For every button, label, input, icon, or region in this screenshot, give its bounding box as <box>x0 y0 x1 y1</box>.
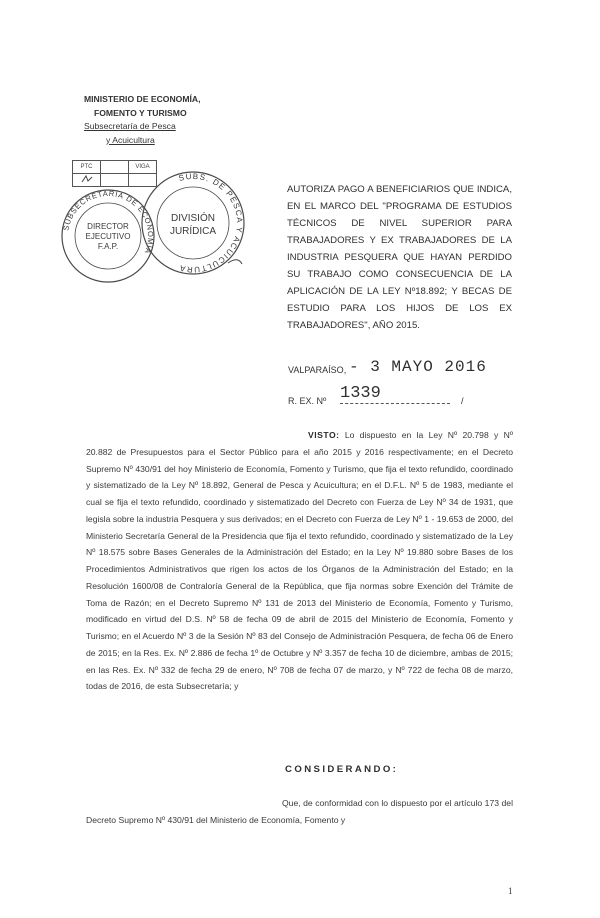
juridica-stamp-seal <box>138 168 248 278</box>
routing-cell-middle <box>101 161 129 174</box>
ministry-header <box>84 93 201 147</box>
juridica-stamp-line1: DIVISIÓN <box>171 213 215 224</box>
routing-cell-viga: VIGA <box>129 161 157 174</box>
routing-cell-ptc: PTC <box>73 161 101 174</box>
director-stamp-line1: DIRECTOR <box>87 222 129 231</box>
page-number: 1 <box>508 886 513 896</box>
considerando-paragraph <box>86 795 513 829</box>
routing-empty-cell <box>101 174 129 187</box>
juridica-stamp-ring-text: SUBS. DE PESCA Y ACUICULTURA <box>177 171 245 275</box>
subsecretaria-line1: Subsecretaría de Pesca <box>84 121 176 131</box>
rex-label: R. EX. Nº <box>288 396 327 406</box>
subsecretaria-line2: y Acuicultura <box>106 134 155 145</box>
date-stamp: - 3 MAYO 2016 <box>349 358 487 376</box>
rex-number: 1339 <box>340 384 381 403</box>
routing-initial-cell <box>73 174 101 187</box>
rex-underline <box>340 403 450 404</box>
director-stamp-line3: F.A.P. <box>97 242 119 251</box>
division-juridica-stamp <box>138 168 248 283</box>
juridica-stamp-line2: JURÍDICA <box>169 226 217 237</box>
resolution-title: AUTORIZA PAGO A BENEFICIARIOS QUE INDICA, EN EL MARCO DEL "PROGRAMA DE ESTUDIOS TÉCNICOS DE NIVEL SUPERIOR PARA TRABAJADORES Y EX TRABAJADORES DE LA INDUSTRIA PESQUERA QUE HAYAN PERDIDO SU TRABAJO COMO CONSECUENCIA DE LA APLICACIÓN DE LA LEY Nº18.892; Y BECAS DE ESTUDIO PARA LOS HIJOS DE LOS EX TRABAJADORES", AÑO 2015. <box>287 184 512 331</box>
visto-paragraph <box>86 427 513 695</box>
place-label: VALPARAÍSO, <box>288 365 347 375</box>
signature-mark <box>228 260 242 264</box>
visto-text: Lo dispuesto en la Ley Nº 20.798 y Nº 20.882 de Presupuestos para el Sector Público para el año 2015 y 2016 respectivamente; en el Decreto Supremo Nº 430/91 del hoy Ministerio de Economía, Fomento y Turismo, que fija el texto refundido, coordinado y sistematizado de la Ley Nº 18.892, General de Pesca y Acuicultura; en el D.F.L. Nº 5 de 1983, mediante el cual se fija el texto refundido, coordinado y sistematizado del Decreto con Fuerza de Ley Nº 34 de 1931, que legisla sobre la industria Pesquera y sus derivados; en el Decreto con Fuerza de Ley Nº 1 - 19.653 de 2000, del Ministerio Secretaría General de la Presidencia que fija el texto refundido, coordinado y sistematizado de la Ley Nº 18.575 sobre Bases Generales de la Administración del Estado; en la Ley Nº 19.880 sobre Bases de los Procedimientos Administrativos que rigen los actos de los Órganos de la Administración del Estado; en la Resolución 1600/08 de Contraloría General de la República, que fija normas sobre Exención del Trámite de Toma de Razón; en el Decreto Supremo Nº 131 de 2013 del Ministerio de Economía, Fomento y Turismo, modificado en virtud del D.S. Nº 58 de fecha 09 de abril de 2015 del Ministerio de Economía, Fomento y Turismo; en el Acuerdo Nº 3 de la Sesión Nº 83 del Consejo de Administración Pesquera, de fecha 06 de Enero de 2015; en la Res. Ex. Nº 2.886 de fecha 1º de Octubre y Nº 3.357 de fecha 10 de diciembre, ambas de 2015; en las Res. Ex. Nº 332 de fecha 29 de enero, Nº 708 de fecha 07 de marzo, y Nº 722 de fecha 08 de marzo, todas de 2016, de esta Subsecretaría; y <box>86 430 513 692</box>
visto-label: VISTO: <box>308 430 340 440</box>
ministry-name-line2: FOMENTO Y TURISMO <box>94 107 187 118</box>
rex-slash: / <box>461 396 464 406</box>
considerando-heading: CONSIDERANDO: <box>285 764 399 775</box>
considerando-text: Que, de conformidad con lo dispuesto por el artículo 173 del Decreto Supremo Nº 430/91 del Ministerio de Economía, Fomento y <box>86 798 513 825</box>
handwritten-initial-mark <box>80 174 94 184</box>
director-stamp-ring-text: SUBSECRETARÍA DE ECONOMÍA <box>61 188 156 256</box>
ministry-name-line1: MINISTERIO DE ECONOMÍA, <box>84 94 201 104</box>
director-stamp-line2: EJECUTIVO <box>85 232 131 241</box>
